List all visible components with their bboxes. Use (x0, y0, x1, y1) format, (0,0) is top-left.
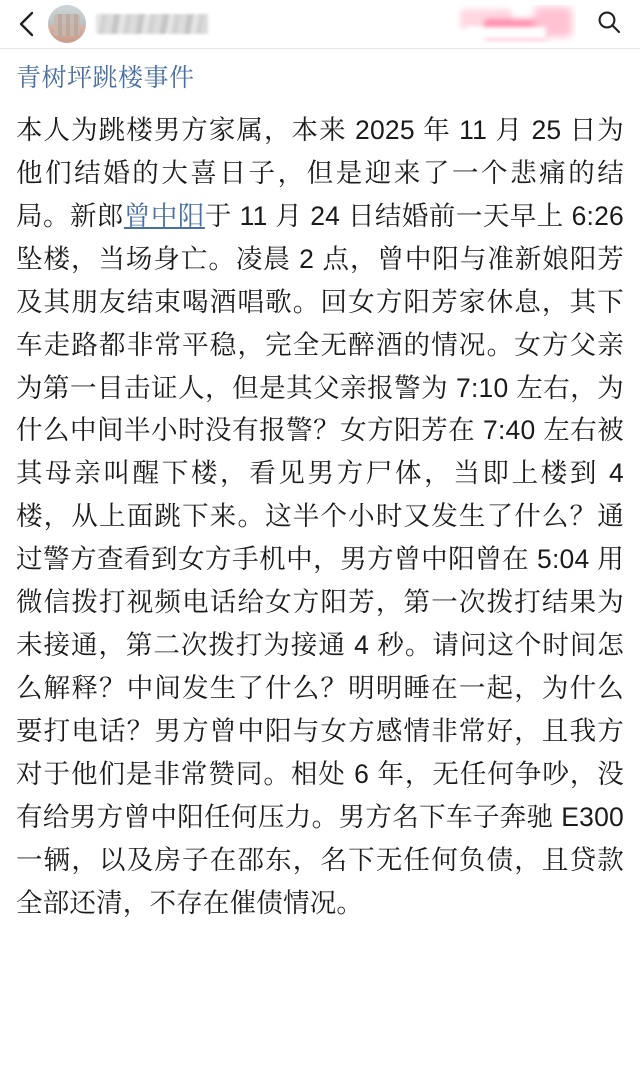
article-text-part-2: 于 11 月 24 日结婚前一天早上 6:26 坠楼，当场身亡。凌晨 2 点，曾中阳与准新娘阳芳及其朋友结束喝酒唱歌。回女方阳芳家休息，其下车走路都非常平稳，完全无醉酒的情况。女方父亲为第一目击证人，但是其父亲报警为 7:10 左右，为什么中间半小时没有报警？女方阳芳在 7:40 左右被其母亲叫醒下楼，看见男方尸体，当即上楼到 4 楼，从上面跳下来。这半个小时又发生了什么？通过警方查看到女方手机中，男方曾中阳曾在 5:04 用微信拨打视频电话给女方阳芳，第一次拨打结果为未接通，第二次拨打为接通 4 秒。请问这个时间怎么解释？中间发生了什么？明明睡在一起，为什么要打电话？男方曾中阳与女方感情非常好，且我方对于他们是非常赞同。相处 6 年，无任何争吵，没有给男方曾中阳任何压力。男方名下车子奔驰 E300 一辆，以及房子在邵东，名下无任何负债，且贷款全部还清，不存在催债情况。 (16, 200, 624, 918)
back-button[interactable] (10, 7, 44, 41)
article-text-part-1: 本人为跳楼男方家属，本来 2025 年 11 月 25 日为他们结婚的大喜日子，但是迎来了一个悲痛的结局。新郎 (16, 115, 624, 231)
top-navigation-bar (0, 0, 640, 48)
article-paragraph (16, 109, 624, 925)
person-name-link[interactable]: 曾中阳 (123, 200, 205, 231)
account-name[interactable] (96, 14, 208, 34)
search-button[interactable] (592, 7, 626, 41)
chevron-left-icon (16, 9, 38, 39)
promo-banner[interactable] (456, 5, 576, 43)
topic-tag-link[interactable]: 青树坪跳楼事件 (16, 64, 195, 92)
avatar[interactable] (48, 5, 86, 43)
promo-shape-4 (466, 27, 546, 39)
search-icon (596, 9, 622, 40)
article-content (0, 49, 640, 925)
bottom-edge-fade (0, 1078, 640, 1084)
avatar-blur-overlay (54, 14, 80, 36)
